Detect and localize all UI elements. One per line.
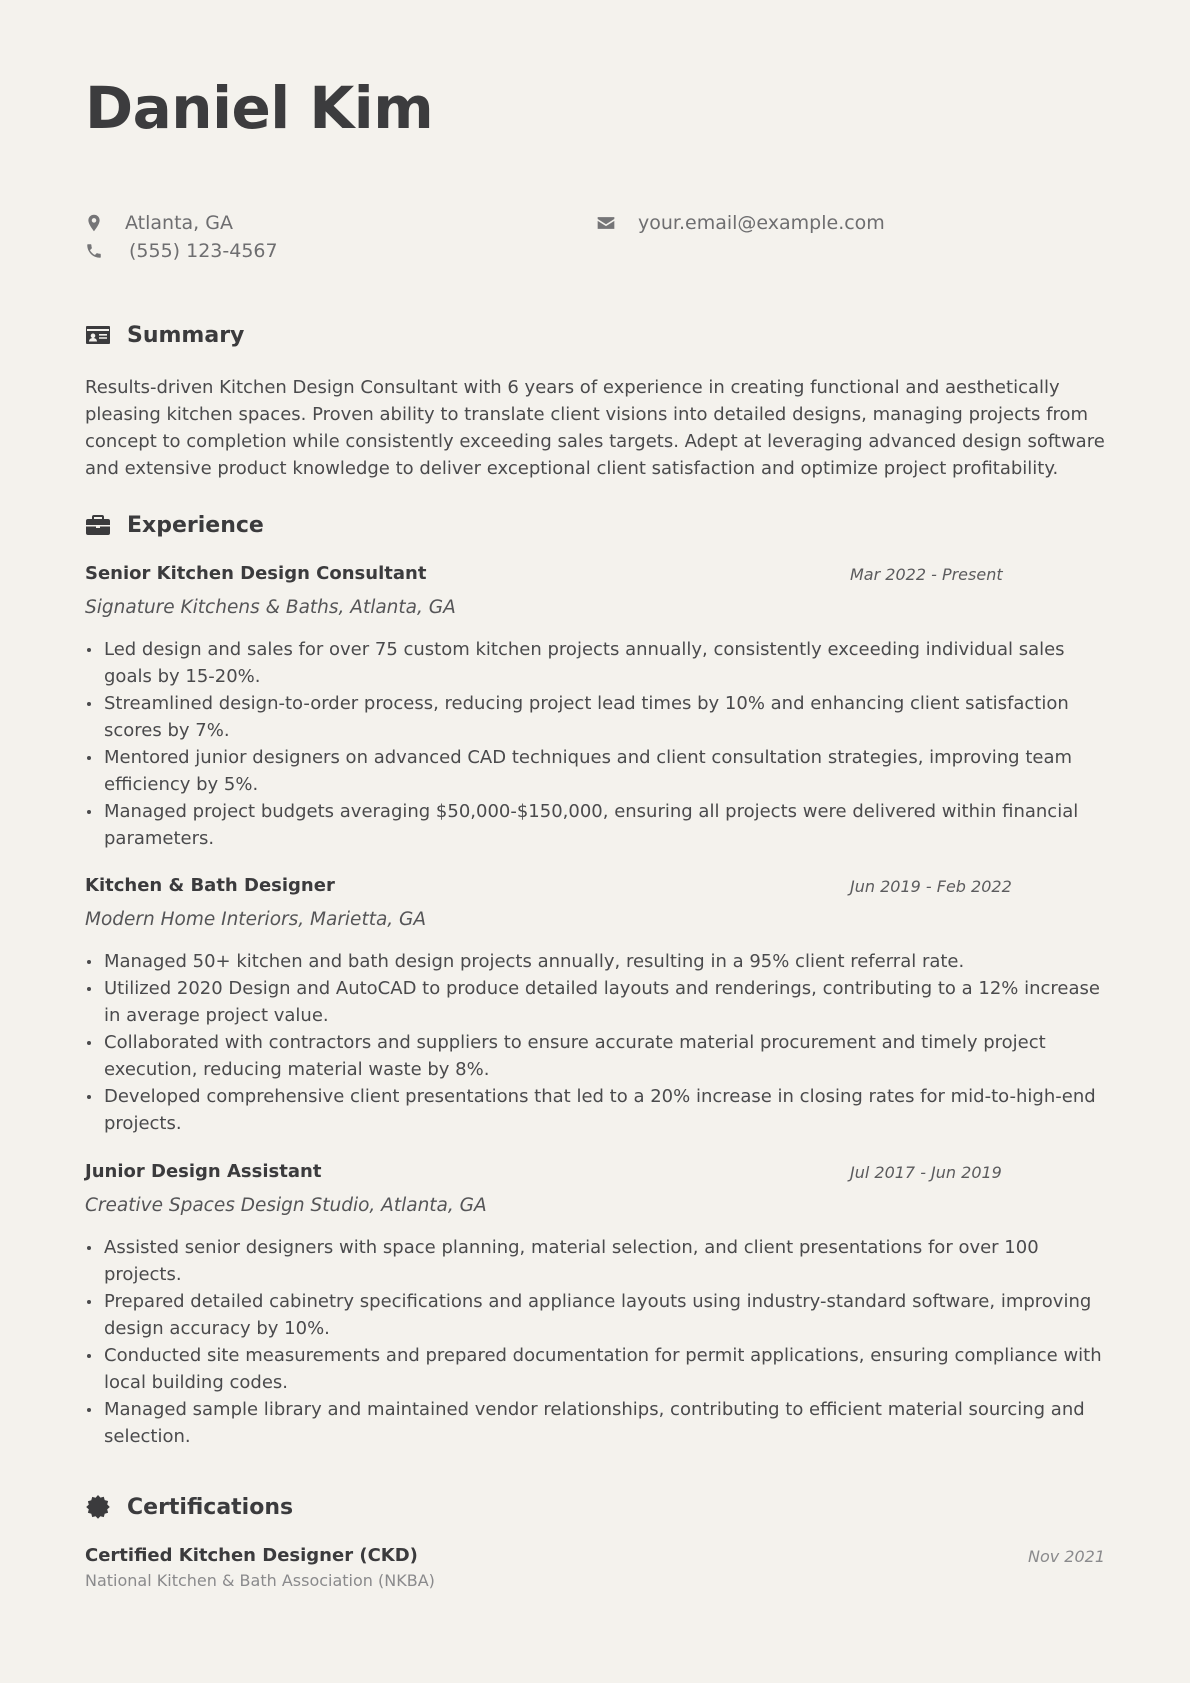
job-entry-3 — [85, 1161, 1110, 1450]
map-pin-icon — [85, 214, 103, 232]
job-company: Modern Home Interiors, Marietta, GA — [85, 909, 427, 930]
badge-icon — [85, 1494, 111, 1520]
list-item: Led design and sales for over 75 custom kitchen projects annually, consistently exceeding individual sales goals by 15-20%. — [85, 636, 1110, 690]
job-company: Creative Spaces Design Studio, Atlanta, GA — [85, 1195, 487, 1216]
phone-text: (555) 123-4567 — [129, 240, 278, 262]
certifications-heading-text: Certifications — [127, 1494, 294, 1520]
location-text: Atlanta, GA — [125, 212, 233, 234]
job-title: Junior Design Assistant — [85, 1161, 322, 1182]
job-title: Senior Kitchen Design Consultant — [85, 563, 427, 584]
email-text[interactable]: your.email@example.com — [638, 212, 885, 234]
summary-heading-text: Summary — [127, 322, 245, 348]
summary-heading — [85, 322, 244, 348]
contact-phone — [85, 240, 278, 262]
briefcase-icon — [85, 512, 111, 538]
certification-org: National Kitchen & Bath Association (NKBA) — [85, 1571, 435, 1590]
phone-icon — [85, 242, 103, 260]
contact-location — [85, 212, 233, 234]
job-entry-2 — [85, 875, 1110, 1137]
summary-text: Results-driven Kitchen Design Consultant with 6 years of experience in creating functional and aesthetically pleasing kitchen spaces. Proven ability to translate client visions into detailed designs, managing projects from concept to completion while consistently exceeding sales targets. Adept at leveraging advanced design software and extensive product knowledge to deliver exceptional client satisfaction and optimize project profitability. — [85, 377, 1105, 479]
job-title: Kitchen & Bath Designer — [85, 875, 335, 896]
certification-title: Certified Kitchen Designer (CKD) — [85, 1545, 418, 1566]
experience-heading-text: Experience — [127, 512, 264, 538]
list-item: Assisted senior designers with space planning, material selection, and client presentations for over 100 projects. — [85, 1234, 1110, 1288]
job-bullets — [85, 1234, 1110, 1450]
list-item: Managed sample library and maintained vendor relationships, contributing to efficient material sourcing and selection. — [85, 1396, 1110, 1450]
person-name: Daniel Kim — [85, 74, 434, 142]
envelope-icon — [596, 213, 616, 233]
contact-email — [596, 212, 885, 234]
list-item: Mentored junior designers on advanced CAD techniques and client consultation strategies, improving team efficiency by 5%. — [85, 744, 1110, 798]
job-bullets — [85, 948, 1110, 1137]
list-item: Collaborated with contractors and suppliers to ensure accurate material procurement and timely project execution, reducing material waste by 8%. — [85, 1029, 1110, 1083]
id-card-icon — [85, 322, 111, 348]
list-item: Conducted site measurements and prepared documentation for permit applications, ensuring compliance with local building codes. — [85, 1342, 1110, 1396]
list-item: Prepared detailed cabinetry specifications and appliance layouts using industry-standard software, improving design accuracy by 10%. — [85, 1288, 1110, 1342]
job-dates: Jun 2019 - Feb 2022 — [850, 877, 1012, 896]
list-item: Developed comprehensive client presentations that led to a 20% increase in closing rates for mid-to-high-end projects. — [85, 1083, 1110, 1137]
list-item: Managed project budgets averaging $50,000-$150,000, ensuring all projects were delivered within financial parameters. — [85, 798, 1110, 852]
certifications-heading — [85, 1494, 293, 1520]
list-item: Managed 50+ kitchen and bath design projects annually, resulting in a 95% client referral rate. — [85, 948, 1110, 975]
experience-heading — [85, 512, 264, 538]
job-dates: Jul 2017 - Jun 2019 — [850, 1163, 1002, 1182]
certification-date: Nov 2021 — [1027, 1547, 1105, 1566]
certification-entry — [85, 1545, 1105, 1590]
job-entry-1 — [85, 563, 1110, 852]
job-company: Signature Kitchens & Baths, Atlanta, GA — [85, 597, 456, 618]
list-item: Streamlined design-to-order process, reducing project lead times by 10% and enhancing client satisfaction scores by 7%. — [85, 690, 1110, 744]
job-dates: Mar 2022 - Present — [850, 565, 1003, 584]
job-bullets — [85, 636, 1110, 852]
list-item: Utilized 2020 Design and AutoCAD to produce detailed layouts and renderings, contributing to a 12% increase in average project value. — [85, 975, 1110, 1029]
